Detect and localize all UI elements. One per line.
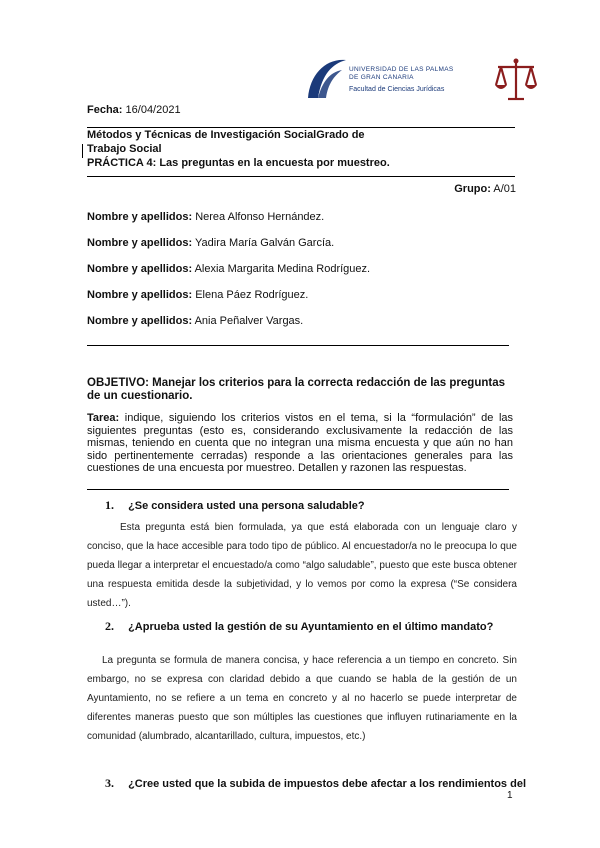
date-value: 16/04/2021 — [125, 104, 181, 116]
answer-paragraph: Esta pregunta está bien formulada, ya que está elaborada con un lenguaje claro y conciso, que la hace accesible para todo tipo de público. Al encuestador/a no le preocupa lo que pueda llegar a interpretar el encuestado/a como “algo saludable”, puesto que este busca obtener una respuesta emitida desde la subjetividad, y lo vemos por como la expresa (“Se considera usted…”). — [87, 522, 517, 609]
question-text: ¿Se considera usted una persona saludable? — [128, 500, 365, 512]
member-label: Nombre y apellidos: — [87, 315, 193, 327]
question-heading — [105, 498, 365, 513]
group-label: Grupo: — [454, 183, 491, 195]
question-text: ¿Aprueba usted la gestión de su Ayuntamiento en el último mandato? — [128, 621, 494, 633]
question-number: 3. — [105, 776, 114, 790]
question-number: 1. — [105, 498, 114, 512]
justice-scales-icon — [492, 55, 540, 105]
faculty-name: Facultad de Ciencias Jurídicas — [349, 86, 445, 93]
date-line — [87, 104, 181, 116]
member-line — [87, 263, 370, 275]
divider — [87, 176, 515, 177]
divider — [87, 489, 509, 490]
member-label: Nombre y apellidos: — [87, 211, 193, 223]
member-label: Nombre y apellidos: — [87, 237, 193, 249]
member-name: Alexia Margarita Medina Rodríguez. — [194, 263, 371, 275]
cursor-bar — [82, 144, 83, 158]
page-number: 1 — [507, 790, 513, 801]
date-label: Fecha: — [87, 104, 123, 116]
university-name-line1: UNIVERSIDAD DE LAS PALMAS — [349, 66, 454, 73]
question-number: 2. — [105, 619, 114, 633]
university-name-line2: DE GRAN CANARIA — [349, 74, 414, 81]
answer-paragraph: La pregunta se formula de manera concisa, y hace referencia a un tiempo en concreto. Sin embargo, no se expresa con claridad debido a que cuando se habla de la gestión de un Ayuntamiento, no se refiere a un tema en concreto y al no hacerlo se puede interpretar de diferentes maneras puesto que son múltiples las cuestiones que influyen rutinariamente en la comunidad (alumbrado, alcantarillado, cultura, impuestos, etc.) — [87, 655, 517, 742]
member-line — [87, 237, 334, 249]
divider — [87, 345, 509, 346]
member-name: Elena Páez Rodríguez. — [195, 289, 309, 301]
member-label: Nombre y apellidos: — [87, 263, 193, 275]
member-line — [87, 211, 324, 223]
group-value: A/01 — [493, 183, 516, 195]
objective-text: OBJETIVO: Manejar los criterios para la correcta redacción de las preguntas de un cuestionario. — [87, 377, 505, 402]
practice-title: PRÁCTICA 4: Las preguntas en la encuesta por muestreo. — [87, 157, 390, 169]
university-emblem-icon — [304, 54, 348, 102]
member-line — [87, 315, 303, 327]
task-paragraph — [87, 412, 513, 475]
member-line — [87, 289, 308, 301]
question-heading — [105, 776, 526, 791]
member-label: Nombre y apellidos: — [87, 289, 193, 301]
member-name: Ania Peñalver Vargas. — [194, 315, 304, 327]
member-name: Nerea Alfonso Hernández. — [195, 211, 325, 223]
group-line — [454, 183, 516, 195]
question-heading — [105, 619, 493, 634]
question-text: ¿Cree usted que la subida de impuestos debe afectar a los rendimientos del — [128, 778, 527, 790]
member-name: Yadira María Galván García. — [195, 237, 335, 249]
task-label: Tarea: — [87, 412, 120, 424]
course-degree: Trabajo Social — [87, 143, 162, 155]
university-logo — [304, 52, 494, 108]
course-title: Métodos y Técnicas de Investigación SocialGrado de — [87, 129, 365, 141]
task-text: indique, siguiendo los criterios vistos en el tema, si la “formulación” de las siguientes preguntas (esto es, considerando exclusivamente la redacción de las mismas, teniendo en cuenta que no integran una misma encuesta y que aún no han sido pertinentemente cerradas) responde a las orientaciones generales para las cuestiones de una encuesta por muestreo. Detallen y razonen las respuestas. — [87, 412, 514, 474]
course-block — [87, 128, 517, 170]
